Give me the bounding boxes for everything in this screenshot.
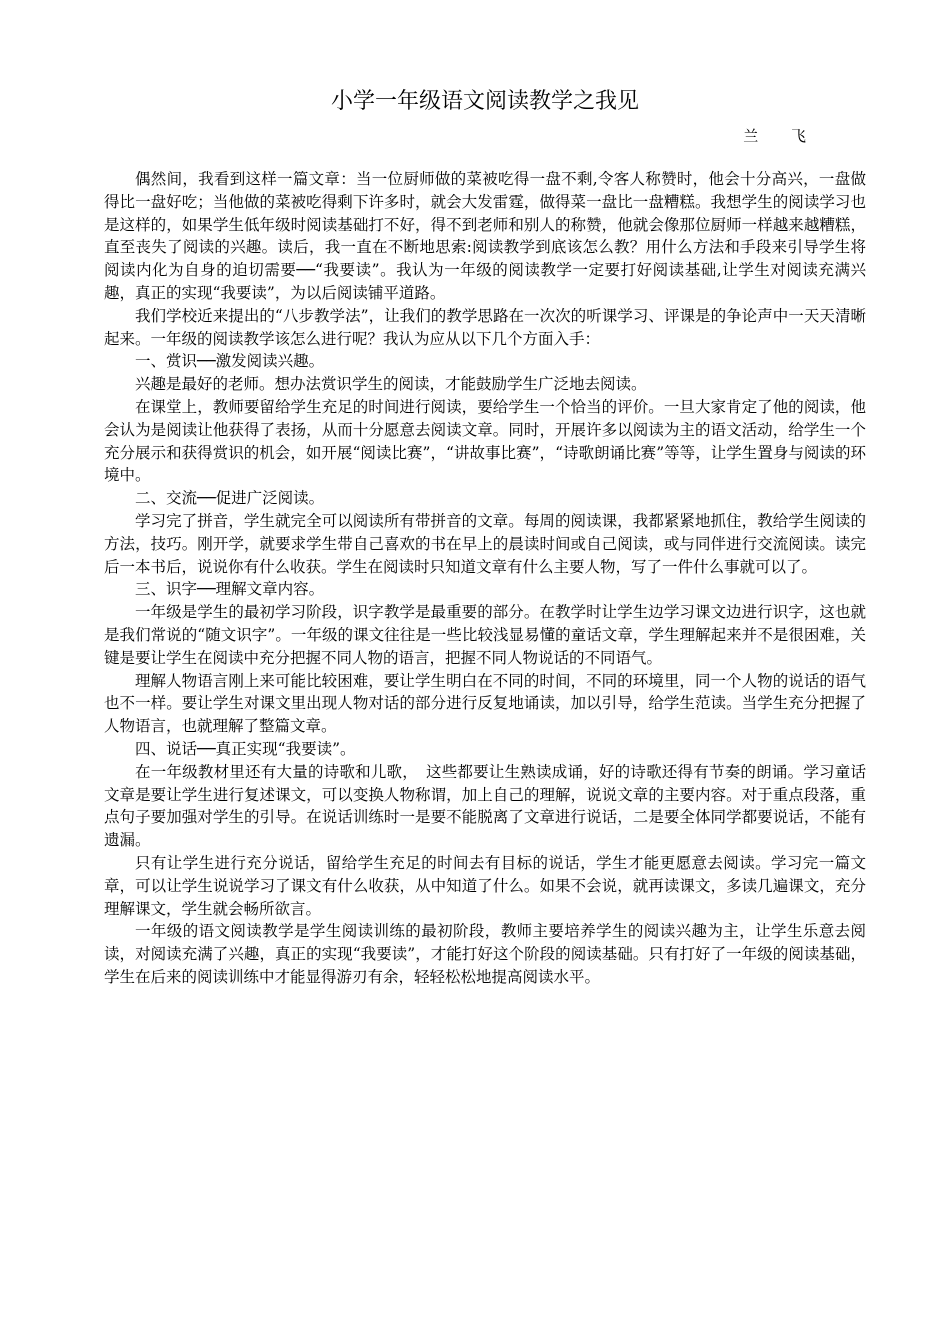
section-heading: 二、交流──促进广泛阅读。 bbox=[135, 489, 325, 508]
paragraph: 偶然间，我看到这样一篇文章：当一位厨师做的菜被吃得一盘不剩,令客人称赞时，他会十分高兴，一盘做得比一盘好吃；当他做的菜被吃得剩下许多时，就会大发雷霆，做得菜一盘比一盘糟糕。我想学生的阅读学习也是这样的，如果学生低年级时阅读基础打不好，得不到老师和别人的称赞，他就会像那位厨师一样越来越糟糕，直至丧失了阅读的兴趣。读后，我一直在不断地思索:阅读教学到底该怎么教？用什么方法和手段来引导学生将阅读内化为自身的迫切需要──“我要读”。我认为一年级的阅读教学一定要打好阅读基础,让学生对阅读充满兴趣，真正的实现“我要读”，为以后阅读铺平道路。 bbox=[104, 170, 866, 302]
paragraph: 在一年级教材里还有大量的诗歌和儿歌， 这些都要让生熟读成诵，好的诗歌还得有节奏的朗诵。学习童话文章是要让学生进行复述课文，可以变换人物称谓，加上自己的理解，说说文章的主要内容。对于重点段落，重点句子要加强对学生的引导。在说话训练时一是要不能脱离了文章进行说话，二是要全体同学都要说话，不能有遗漏。 bbox=[104, 762, 866, 850]
author-name: 兰 飞 bbox=[743, 127, 820, 145]
document-title: 小学一年级语文阅读教学之我见 bbox=[330, 89, 639, 114]
paragraph: 学习完了拼音，学生就完全可以阅读所有带拼音的文章。每周的阅读课，我都紧紧地抓住，教给学生阅读的方法，技巧。刚开学，就要求学生带自己喜欢的书在早上的晨读时间或自己阅读，或与同伴进行交流阅读。读完后一本书后，说说你有什么收获。学生在阅读时只知道文章有什么主要人物，写了一件什么事就可以了。 bbox=[104, 511, 866, 576]
paragraph: 我们学校近来提出的“八步教学法”，让我们的教学思路在一次次的听课学习、评课是的争论声中一天天清晰起来。一年级的阅读教学该怎么进行呢？我认为应从以下几个方面入手： bbox=[104, 306, 866, 348]
paragraph: 一年级是学生的最初学习阶段，识字教学是最重要的部分。在教学时让学生边学习课文边进行识字，这也就是我们常说的“随文识字”。一年级的课文往往是一些比较浅显易懂的童话文章，学生理解起来并不是很困难，关键是要让学生在阅读中充分把握不同人物的语言，把握不同人物说话的不同语气。 bbox=[104, 603, 866, 667]
section-heading: 三、识字──理解文章内容。 bbox=[135, 580, 325, 599]
paragraph: 理解人物语言刚上来可能比较困难，要让学生明白在不同的时间，不同的环境里，同一个人物的说话的语气也不一样。要让学生对课文里出现人物对话的部分进行反复地诵读，加以引导，给学生范读。当学生充分把握了人物语言，也就理解了整篇文章。 bbox=[104, 671, 866, 736]
paragraph: 在课堂上，教师要留给学生充足的时间进行阅读，要给学生一个恰当的评价。一旦大家肯定了他的阅读，他会认为是阅读让他获得了表扬，从而十分愿意去阅读文章。同时，开展许多以阅读为主的语文活动，给学生一个充分展示和获得赏识的机会，如开展“阅读比赛”，“讲故事比赛”，“诗歌朗诵比赛”等等，让学生置身与阅读的环境中。 bbox=[104, 397, 866, 485]
paragraph: 兴趣是最好的老师。想办法赏识学生的阅读，才能鼓励学生广泛地去阅读。 bbox=[135, 375, 647, 394]
paragraph: 一年级的语文阅读教学是学生阅读训练的最初阶段，教师主要培养学生的阅读兴趣为主，让学生乐意去阅读，对阅读充满了兴趣，真正的实现“我要读”，才能打好这个阶段的阅读基础。只有打好了一年级的阅读基础，学生在后来的阅读训练中才能显得游刃有余，轻轻松松地提高阅读水平。 bbox=[104, 922, 866, 986]
document-body bbox=[104, 168, 866, 989]
paragraph: 只有让学生进行充分说话，留给学生充足的时间去有目标的说话，学生才能更愿意去阅读。学习完一篇文章，可以让学生说说学习了课文有什么收获，从中知道了什么。如果不会说，就再读课文，多读几遍课文，充分理解课文，学生就会畅所欲言。 bbox=[104, 853, 866, 918]
section-heading: 四、说话──真正实现“我要读”。 bbox=[135, 739, 356, 758]
section-heading: 一、赏识──激发阅读兴趣。 bbox=[135, 352, 325, 371]
